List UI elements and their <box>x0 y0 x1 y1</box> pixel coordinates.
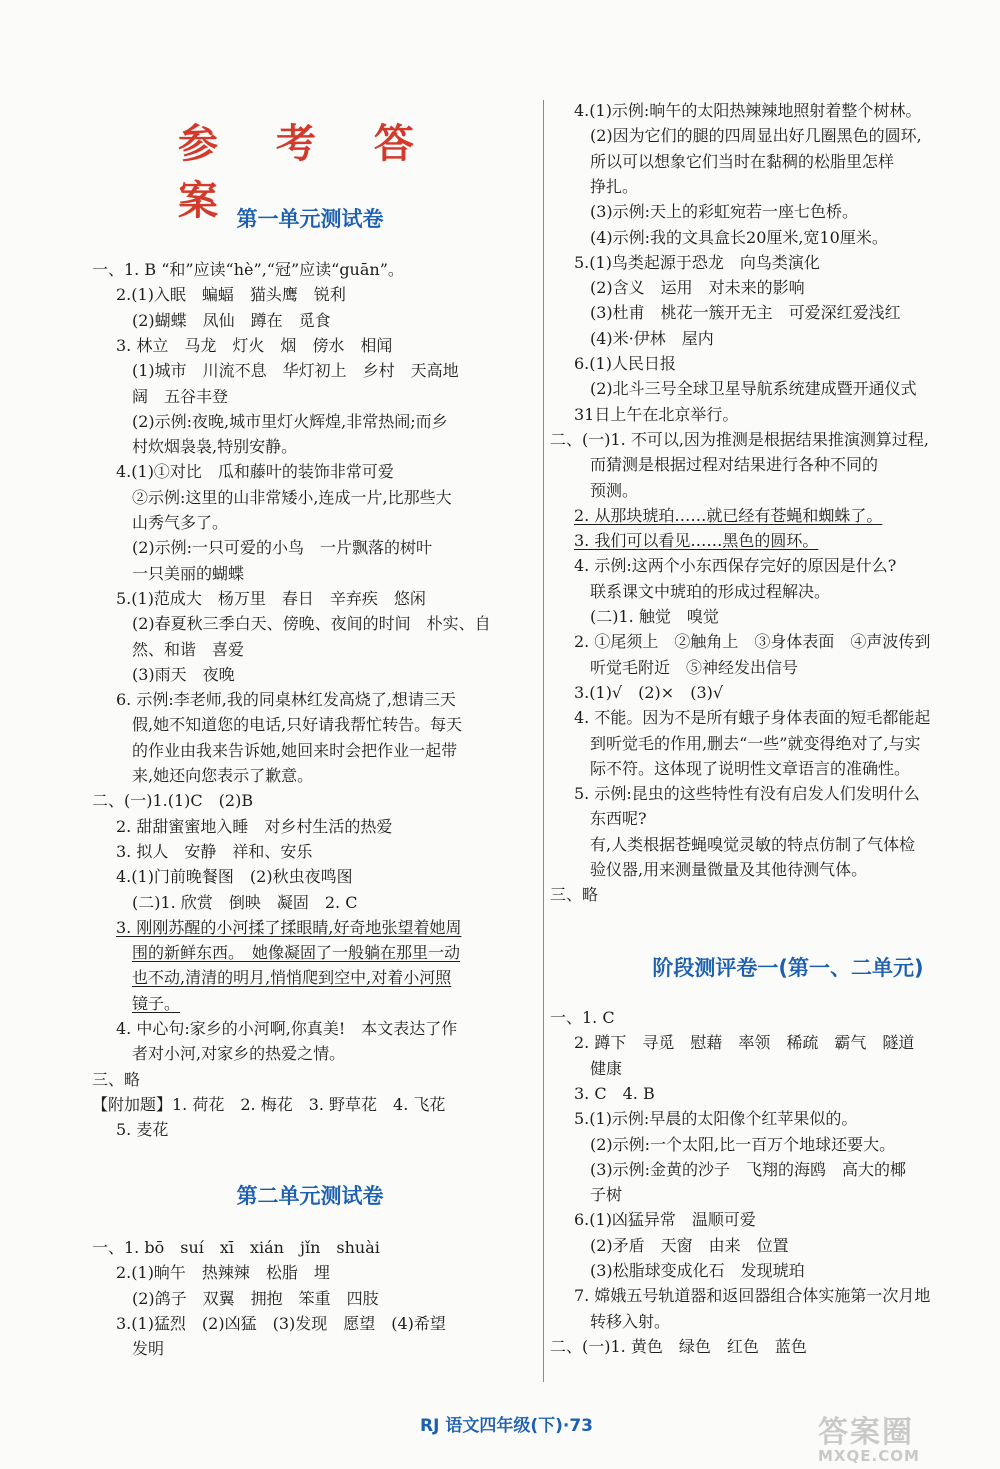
answer-line: 2. 甜甜蜜蜜地入睡 对乡村生活的热爱 <box>116 816 393 836</box>
answer-line: 预测。 <box>590 480 639 500</box>
answer-line: 而猜测是根据过程对结果进行各种不同的 <box>590 455 879 475</box>
answer-line: 子树 <box>590 1185 623 1205</box>
answer-line: 6.(1)人民日报 <box>574 354 676 373</box>
section-title-unit1: 第一单元测试卷 <box>236 207 384 231</box>
answer-line: 3. 林立 马龙 灯火 烟 傍水 相闻 <box>116 335 393 355</box>
answer-line: 然、和谐 喜爱 <box>132 639 245 659</box>
answer-line: 有,人类根据苍蝇嗅觉灵敏的特点仿制了气体检 <box>590 834 916 854</box>
answer-line: (2)矛盾 天窗 由来 位置 <box>590 1235 789 1255</box>
answer-line: 3.(1)猛烈 (2)凶猛 (3)发现 愿望 (4)希望 <box>116 1313 446 1333</box>
answer-line: (2)因为它们的腿的四周显出好几圈黑色的圆环, <box>590 126 922 146</box>
answer-line: 听觉毛附近 ⑤神经发出信号 <box>590 657 799 677</box>
answer-line: (4)示例:我的文具盒长20厘米,宽10厘米。 <box>590 227 888 247</box>
answer-line: 一、1. C <box>550 1008 615 1027</box>
watermark-url: MXQE.COM <box>818 1447 920 1465</box>
answer-line: (1)城市 川流不息 华灯初上 乡村 天高地 <box>132 361 459 381</box>
answer-line: (2)春夏秋三季白天、傍晚、夜间的时间 朴实、自 <box>132 614 491 634</box>
answer-line: 5.(1)范成大 杨万里 春日 辛弃疾 悠闲 <box>116 588 426 608</box>
answer-line: 4. 中心句:家乡的小河啊,你真美! 本文表达了作 <box>116 1019 458 1038</box>
answer-line: 2.(1)晌午 热辣辣 松脂 埋 <box>116 1263 330 1283</box>
answer-line: 挣扎。 <box>590 176 639 196</box>
answer-line: 东西呢? <box>590 809 647 829</box>
answer-line: 的作业由我来告诉她,她回来时会把作业一起带 <box>132 740 458 760</box>
answer-line: 2. 蹲下 寻觅 慰藉 率领 稀疏 霸气 隧道 <box>574 1033 915 1053</box>
answer-line: 3.(1)√ (2)× (3)√ <box>574 682 724 702</box>
answer-line: 7. 嫦娥五号轨道器和返回器组合体实施第一次月地 <box>574 1286 931 1306</box>
answer-line: 5.(1)鸟类起源于恐龙 向鸟类演化 <box>574 252 820 272</box>
answer-line: (3)示例:天上的彩虹宛若一座七色桥。 <box>590 202 859 222</box>
answer-line: (2)鸽子 双翼 拥抱 笨重 四肢 <box>132 1288 379 1308</box>
answer-line: 一、1. B “和”应读“hè”,“冠”应读“guān”。 <box>92 260 404 279</box>
answer-line: (4)米·伊林 屋内 <box>590 328 714 348</box>
answer-line: 围的新鲜东西。 她像凝固了一般躺在那里一动 <box>132 943 461 963</box>
answer-line: 2.(1)入眠 蝙蝠 猫头鹰 锐利 <box>116 285 346 305</box>
answer-line: 5. 麦花 <box>116 1120 169 1140</box>
answer-line: 阔 五谷丰登 <box>132 386 229 406</box>
answer-line: 2. 从那块琥珀……就已经有苍蝇和蜘蛛了。 <box>574 505 883 525</box>
column-divider <box>543 100 544 1382</box>
answer-line: 山秀气多了。 <box>132 513 229 532</box>
answer-line: 村炊烟袅袅,特别安静。 <box>132 437 298 457</box>
page-footer: RJ 语文四年级(下)·73 <box>420 1416 593 1436</box>
answer-line: 5.(1)示例:早晨的太阳像个红苹果似的。 <box>574 1109 858 1129</box>
answer-line: (3)雨天 夜晚 <box>132 664 235 684</box>
answer-line: (二)1. 触觉 嗅觉 <box>590 607 719 626</box>
answer-line: 验仪器,用来测量微量及其他待测气体。 <box>590 860 868 879</box>
answer-line: (3)松脂球变成化石 发现琥珀 <box>590 1261 805 1280</box>
watermark-logo <box>818 1415 986 1466</box>
answer-line: 31日上午在北京举行。 <box>574 404 739 424</box>
answer-line: (2)示例:一个太阳,比一百万个地球还要大。 <box>590 1134 896 1154</box>
answer-line: 4.(1)①对比 瓜和藤叶的装饰非常可爱 <box>116 462 394 482</box>
answer-line: 二、(一)1. 不可以,因为推测是根据结果推演测算过程, <box>550 429 930 449</box>
answer-line: 际不符。这体现了说明性文章语言的准确性。 <box>590 758 911 778</box>
answer-line: (3)示例:金黄的沙子 飞翔的海鸥 高大的椰 <box>590 1159 907 1179</box>
answer-line: 联系课文中琥珀的形成过程解决。 <box>590 581 831 601</box>
answer-line: 假,她不知道您的电话,只好请我帮忙转告。每天 <box>132 715 463 735</box>
answer-line: 二、(一)1.(1)C (2)B <box>92 791 254 811</box>
answer-line: 三、略 <box>92 1069 141 1089</box>
answer-line: 3. 我们可以看见……黑色的圆环。 <box>574 531 819 551</box>
answer-line: 5. 示例:昆虫的这些特性有没有启发人们发明什么 <box>574 784 920 804</box>
answer-line: 转移入射。 <box>590 1311 671 1331</box>
answer-line: 3. 刚刚苏醒的小河揉了揉眼睛,好奇地张望着她周 <box>116 917 462 937</box>
answer-line: 一只美丽的蝴蝶 <box>132 563 245 583</box>
answer-line: 2. ①尾须上 ②触角上 ③身体表面 ④声波传到 <box>574 632 931 652</box>
answer-line: 4.(1)门前晚餐图 (2)秋虫夜鸣图 <box>116 867 353 887</box>
answer-line: 者对小河,对家乡的热爱之情。 <box>132 1044 346 1064</box>
answer-line: 3. C 4. B <box>574 1083 655 1103</box>
answer-line: 4. 不能。因为不是所有蛾子身体表面的短毛都能起 <box>574 708 931 728</box>
answer-line: 3. 拟人 安静 祥和、安乐 <box>116 841 313 861</box>
answer-line: 三、略 <box>550 885 599 905</box>
answer-line: (二)1. 欣赏 倒映 凝固 2. C <box>132 892 358 912</box>
page-title: 参 考 答 案 <box>178 121 436 224</box>
answer-line: 一、1. bō suí xī xián jǐn shuài <box>92 1238 380 1257</box>
answer-line: 发明 <box>132 1339 165 1359</box>
answer-line: 4.(1)示例:晌午的太阳热辣辣地照射着整个树林。 <box>574 101 922 120</box>
section-title-stage1: 阶段测评卷一(第一、二单元) <box>652 956 924 980</box>
answer-line: 6. 示例:李老师,我的同桌林红发高烧了,想请三天 <box>116 690 456 710</box>
answer-line: ②示例:这里的山非常矮小,连成一片,比那些大 <box>132 487 452 507</box>
answer-line: 二、(一)1. 黄色 绿色 红色 蓝色 <box>550 1336 807 1356</box>
answer-line: 镜子。 <box>132 993 181 1013</box>
answer-line: 6.(1)凶猛异常 温顺可爱 <box>574 1210 756 1230</box>
answer-line: (2)示例:一只可爱的小鸟 一片飘落的树叶 <box>132 538 433 558</box>
answer-line: 4. 示例:这两个小东西保存完好的原因是什么? <box>574 556 897 576</box>
answer-line: 也不动,清清的明月,悄悄爬到空中,对着小河照 <box>132 968 452 988</box>
answer-line: (2)含义 运用 对未来的影响 <box>590 278 805 298</box>
answer-line: 到听觉毛的作用,删去“一些”就变得绝对了,与实 <box>590 733 921 753</box>
answer-line: (3)杜甫 桃花一簇开无主 可爱深红爱浅红 <box>590 303 901 323</box>
answer-line: 来,她还向您表示了歉意。 <box>132 766 314 785</box>
answer-line: (2)北斗三号全球卫星导航系统建成暨开通仪式 <box>590 379 917 399</box>
answer-line: (2)示例:夜晚,城市里灯火辉煌,非常热闹;而乡 <box>132 411 448 431</box>
watermark-text: 答案圈 <box>818 1415 914 1450</box>
answer-line: 【附加题】1. 荷花 2. 梅花 3. 野草花 4. 飞花 <box>92 1094 446 1114</box>
answer-line: 所以可以想象它们当时在黏稠的松脂里怎样 <box>590 151 895 171</box>
answer-line: (2)蝴蝶 凤仙 蹲在 觅食 <box>132 310 331 330</box>
answer-line: 健康 <box>590 1058 623 1078</box>
section-title-unit2: 第二单元测试卷 <box>236 1184 384 1208</box>
